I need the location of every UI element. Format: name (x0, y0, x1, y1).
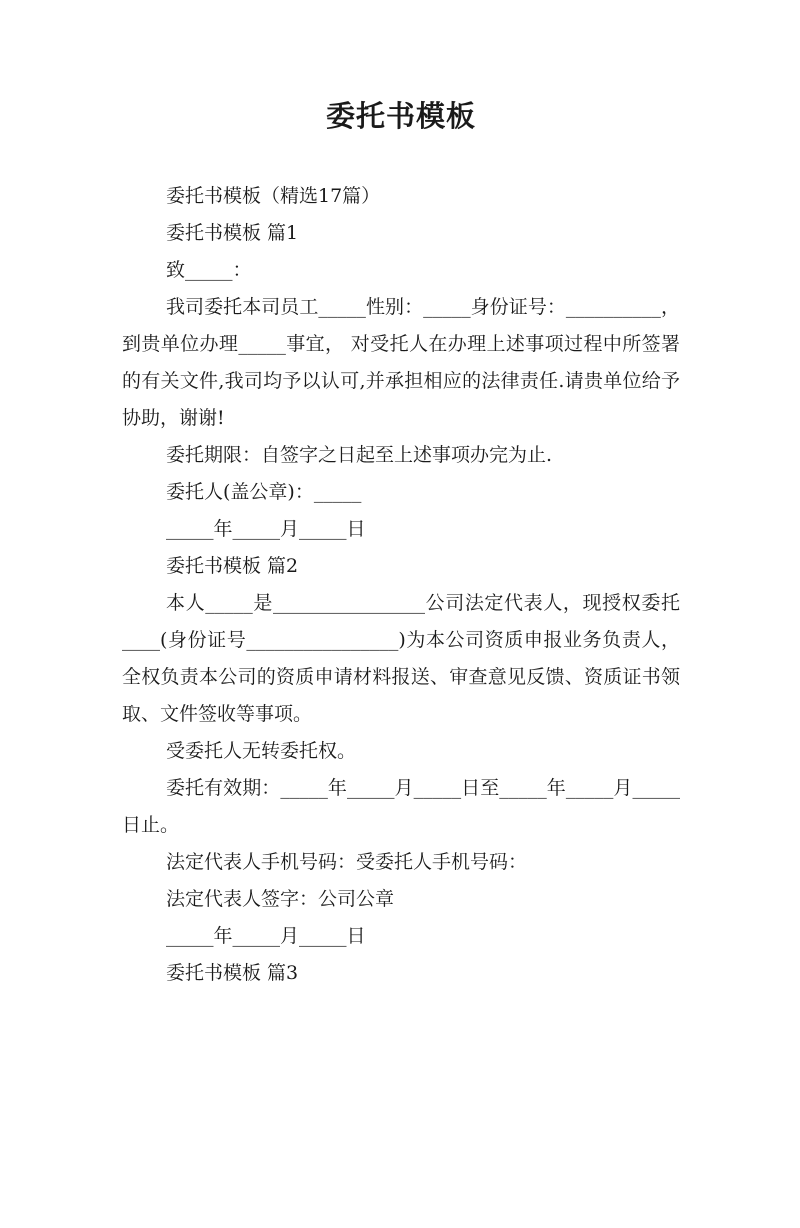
document-page (0, 96, 800, 1228)
paragraph-phone-numbers: 法定代表人手机号码：受委托人手机号码： (166, 851, 528, 873)
document-body (122, 178, 680, 992)
paragraph-date-2: _____年_____月_____日 (166, 925, 366, 947)
paragraph-heading-2: 委托书模板 篇2 (166, 555, 299, 577)
paragraph-authorization-body: 我司委托本司员工_____性别：_____身份证号：__________， 到贵单位办理_____事宜， 对受托人在办理上述事项过程中所签署的有关文件,我司均予以认可,并承担相应的法律责任.请贵单位给予协助，谢谢! (122, 296, 680, 429)
paragraph-principal-seal: 委托人(盖公章)：_____ (166, 481, 362, 503)
paragraph-signature-seal: 法定代表人签字：公司公章 (166, 888, 395, 910)
paragraph-legal-rep-body: 本人_____是________________公司法定代表人，现授权委托____(身份证号________________)为本公司资质申报业务负责人，全权负责本公司的资质申请材料报送、审查意见反馈、资质证书领取、文件签收等事项。 (122, 592, 680, 725)
paragraph-heading-main: 委托书模板（精选17篇） (166, 185, 381, 207)
document-title: 委托书模板 (325, 99, 476, 133)
paragraph-valid-period: 委托有效期：_____年_____月_____日至_____年_____月_____日止。 (122, 777, 680, 836)
paragraph-validity: 委托期限：自签字之日起至上述事项办完为止. (166, 444, 553, 466)
paragraph-date-1: _____年_____月_____日 (166, 518, 366, 540)
paragraph-heading-3: 委托书模板 篇3 (166, 962, 299, 984)
paragraph-no-sub-delegation: 受委托人无转委托权。 (166, 740, 357, 762)
paragraph-salutation: 致_____： (166, 259, 252, 281)
paragraph-heading-1: 委托书模板 篇1 (166, 222, 299, 244)
